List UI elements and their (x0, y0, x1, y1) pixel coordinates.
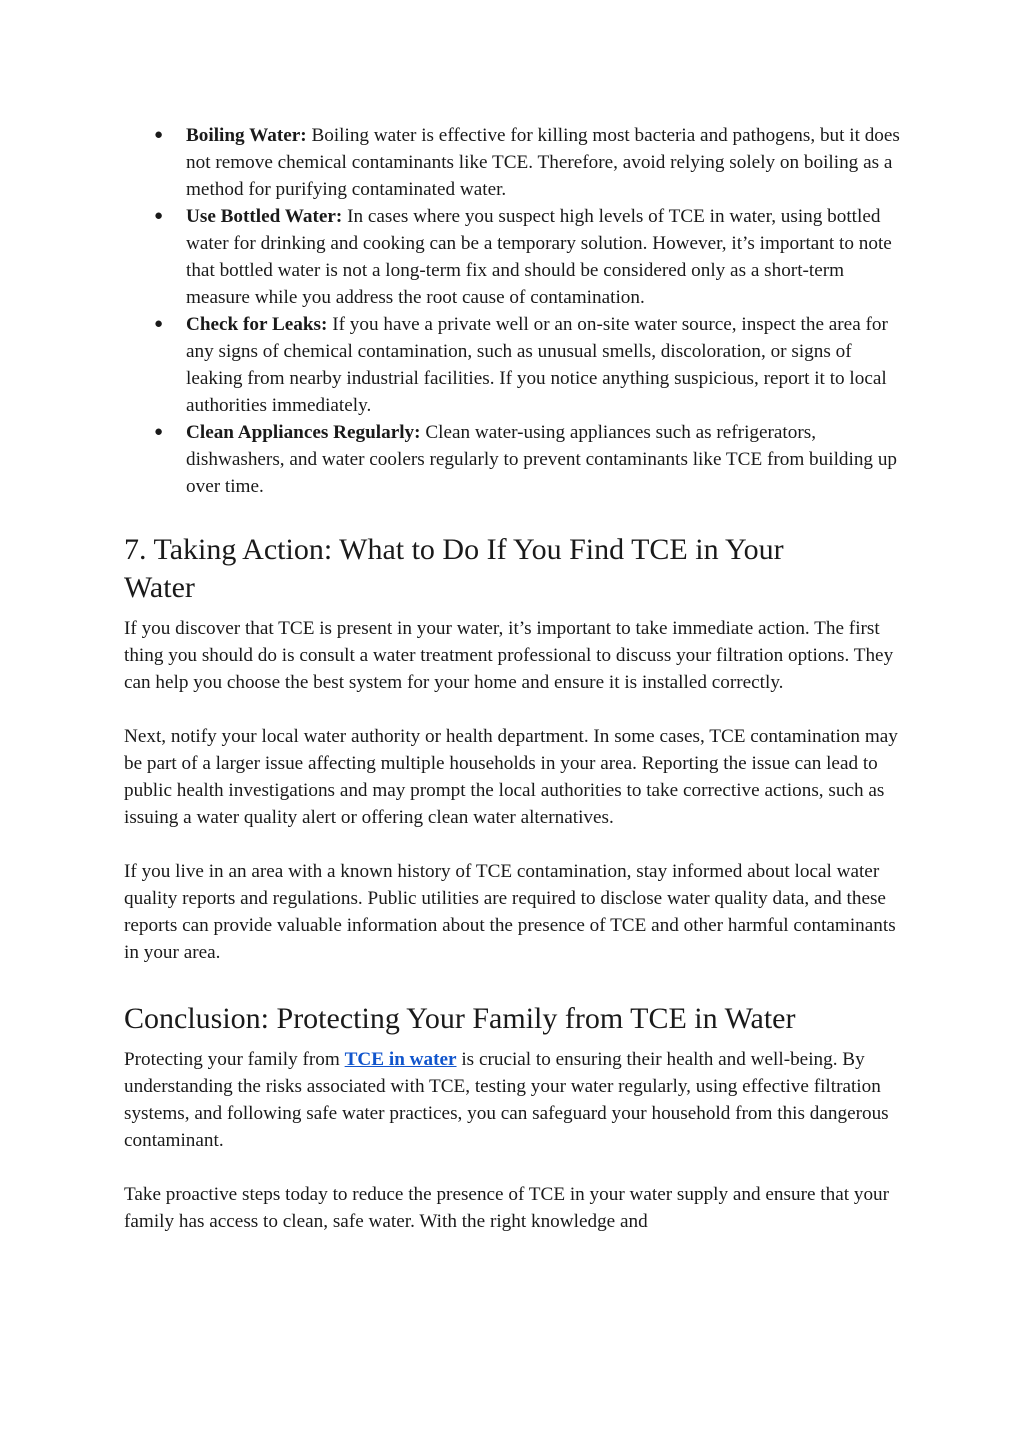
list-item-label: Use Bottled Water: (186, 206, 343, 227)
list-item-text: Clean water-using appliances such as refrigerators, dishwashers, and water coolers regularly to prevent contaminants like TCE from building up over time. (186, 422, 898, 497)
paragraph: Take proactive steps today to reduce the presence of TCE in your water supply and ensure that your family has access to clean, safe water. With the right knowledge and (124, 1184, 890, 1232)
list-item-text: In cases where you suspect high levels of TCE in water, using bottled water for drinking and cooking can be a temporary solution. However, it’s important to note that bottled water is not a long-term fix and should be considered only as a short-term measure while you address the root cause of contamination. (186, 206, 892, 308)
list-item-label: Check for Leaks: (186, 314, 328, 335)
bullet-dot-icon: ● (154, 127, 164, 143)
paragraph (124, 1046, 904, 1154)
bullet-dot-icon: ● (154, 208, 164, 224)
paragraph-text: is crucial to ensuring their health and well-being. By understanding the risks associated with TCE, testing your water regularly, using effective filtration systems, and following safe water practices, you can safeguard your household from this dangerous contaminant. (124, 1049, 889, 1151)
bullet-dot-icon: ● (154, 424, 164, 440)
paragraph-text: Protecting your family from (124, 1049, 345, 1070)
list-item-label: Boiling Water: (186, 125, 307, 146)
list-item-text: If you have a private well or an on-site water source, inspect the area for any signs of chemical contamination, such as unusual smells, discoloration, or signs of leaking from nearby industrial facilities. If you notice anything suspicious, report it to local authorities immediately. (186, 314, 888, 416)
list-item (124, 419, 904, 500)
paragraph: Next, notify your local water authority or health department. In some cases, TCE contamination may be part of a larger issue affecting multiple households in your area. Reporting the issue can lead to public health investigations and may prompt the local authorities to take corrective actions, such as issuing a water quality alert or offering clean water alternatives. (124, 726, 898, 828)
list-item-label: Clean Appliances Regularly: (186, 422, 421, 443)
document-page (124, 122, 904, 1235)
list-item (124, 122, 904, 203)
list-item (124, 311, 904, 419)
paragraph: If you discover that TCE is present in your water, it’s important to take immediate action. The first thing you should do is consult a water treatment professional to discuss your filtration options. They can help you choose the best system for your home and ensure it is installed correctly. (124, 618, 894, 693)
section-heading-taking-action: 7. Taking Action: What to Do If You Find TCE in Your Water (124, 533, 784, 604)
bullet-dot-icon: ● (154, 316, 164, 332)
paragraph: If you live in an area with a known history of TCE contamination, stay informed about local water quality reports and regulations. Public utilities are required to disclose water quality data, and these reports can provide valuable information about the presence of TCE and other harmful contaminants in your area. (124, 861, 896, 963)
list-item (124, 203, 904, 311)
list-item-text: Boiling water is effective for killing most bacteria and pathogens, but it does not remove chemical contaminants like TCE. Therefore, avoid relying solely on boiling as a method for purifying contaminated water. (186, 125, 900, 200)
tips-list (124, 122, 904, 500)
tce-in-water-link[interactable]: TCE in water (344, 1049, 457, 1070)
section-heading-conclusion: Conclusion: Protecting Your Family from TCE in Water (124, 1002, 796, 1035)
